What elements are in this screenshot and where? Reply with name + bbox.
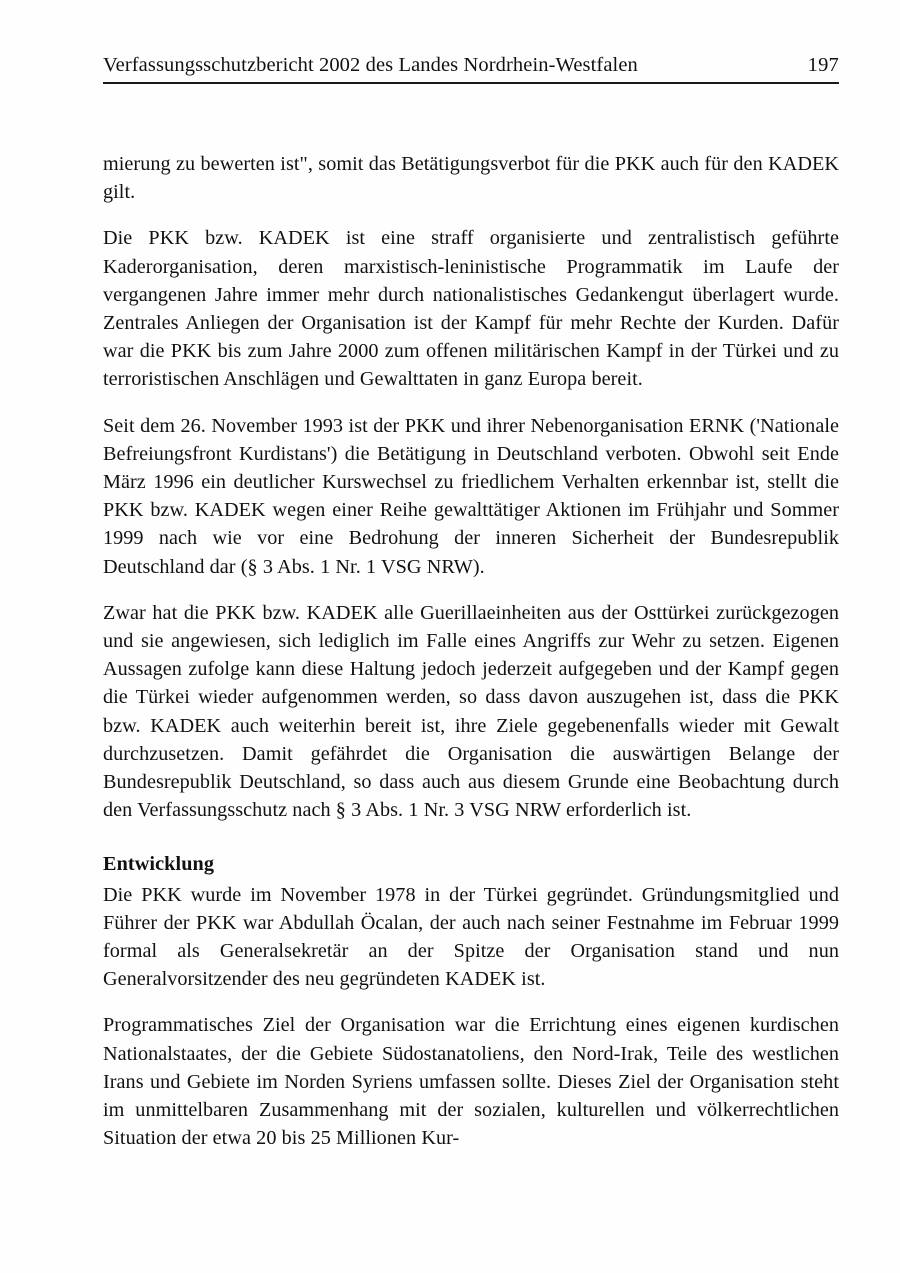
- paragraph: mierung zu bewerten ist", somit das Betätigungsverbot für die PKK auch für den KADEK gilt.: [103, 153, 839, 204]
- section-subheading: Entwicklung: [103, 853, 215, 876]
- body-text: [103, 150, 839, 1153]
- paragraph: Seit dem 26. November 1993 ist der PKK und ihrer Nebenorganisation ERNK ('Nationale Befreiungsfront Kurdistans') die Betätigung in Deutschland verboten. Obwohl seit Ende März 1996 ein deutlicher Kurswechsel zu friedlichem Verhalten erkennbar ist, stellt die PKK bzw. KADEK wegen einer Reihe gewalttätiger Aktionen im Frühjahr und Sommer 1999 nach wie vor eine Bedrohung der inneren Sicherheit der Bundesrepublik Deutschland dar (§ 3 Abs. 1 Nr. 1 VSG NRW).: [103, 414, 839, 578]
- page-content: [103, 52, 839, 1153]
- header-row: [103, 52, 839, 78]
- page-number: 197: [807, 54, 839, 76]
- header-title: Verfassungsschutzbericht 2002 des Landes Nordrhein-Westfalen: [103, 54, 638, 76]
- running-header: [103, 52, 839, 88]
- paragraph: Die PKK wurde im November 1978 in der Türkei gegründet. Gründungsmitglied und Führer der PKK war Abdullah Öcalan, der auch nach seiner Festnahme im Februar 1999 formal als Generalsekretär an der Spitze der Organisation stand und nun Generalvorsitzender des neu gegründeten KADEK ist.: [103, 883, 839, 991]
- paragraph: Programmatisches Ziel der Organisation war die Errichtung eines eigenen kurdischen Nationalstaates, der die Gebiete Südostanatoliens, den Nord-Irak, Teile des westlichen Irans und Gebiete im Norden Syriens umfassen sollte. Dieses Ziel der Organisation steht im unmittelbaren Zusammenhang mit der sozialen, kulturellen und völkerrechtlichen Situation der etwa 20 bis 25 Millionen Kur-: [103, 1014, 839, 1150]
- paragraph: Zwar hat die PKK bzw. KADEK alle Guerillaeinheiten aus der Osttürkei zurückgezogen und sie angewiesen, sich lediglich im Falle eines Angriffs zur Wehr zu setzen. Eigenen Aussagen zufolge kann diese Haltung jedoch jederzeit aufgegeben und der Kampf gegen die Türkei wieder aufgenommen werden, so dass davon auszugehen ist, dass die PKK bzw. KADEK auch weiterhin bereit ist, ihre Ziele gegebenenfalls wieder mit Gewalt durchzusetzen. Damit gefährdet die Organisation die auswärtigen Belange der Bundesrepublik Deutschland, so dass auch aus diesem Grunde eine Beobachtung durch den Verfassungsschutz nach § 3 Abs. 1 Nr. 3 VSG NRW erforderlich ist.: [103, 601, 839, 822]
- header-rule: [103, 82, 839, 84]
- paragraph: Die PKK bzw. KADEK ist eine straff organisierte und zentralistisch geführte Kaderorganisation, deren marxistisch-leninistische Programmatik im Laufe der vergangenen Jahre immer mehr durch nationalistisches Gedankengut überlagert wurde. Zentrales Anliegen der Organisation ist der Kampf für mehr Rechte der Kurden. Dafür war die PKK bis zum Jahre 2000 zum offenen militärischen Kampf in der Türkei und zu terroristischen Anschlägen und Gewalttaten in ganz Europa bereit.: [103, 227, 839, 391]
